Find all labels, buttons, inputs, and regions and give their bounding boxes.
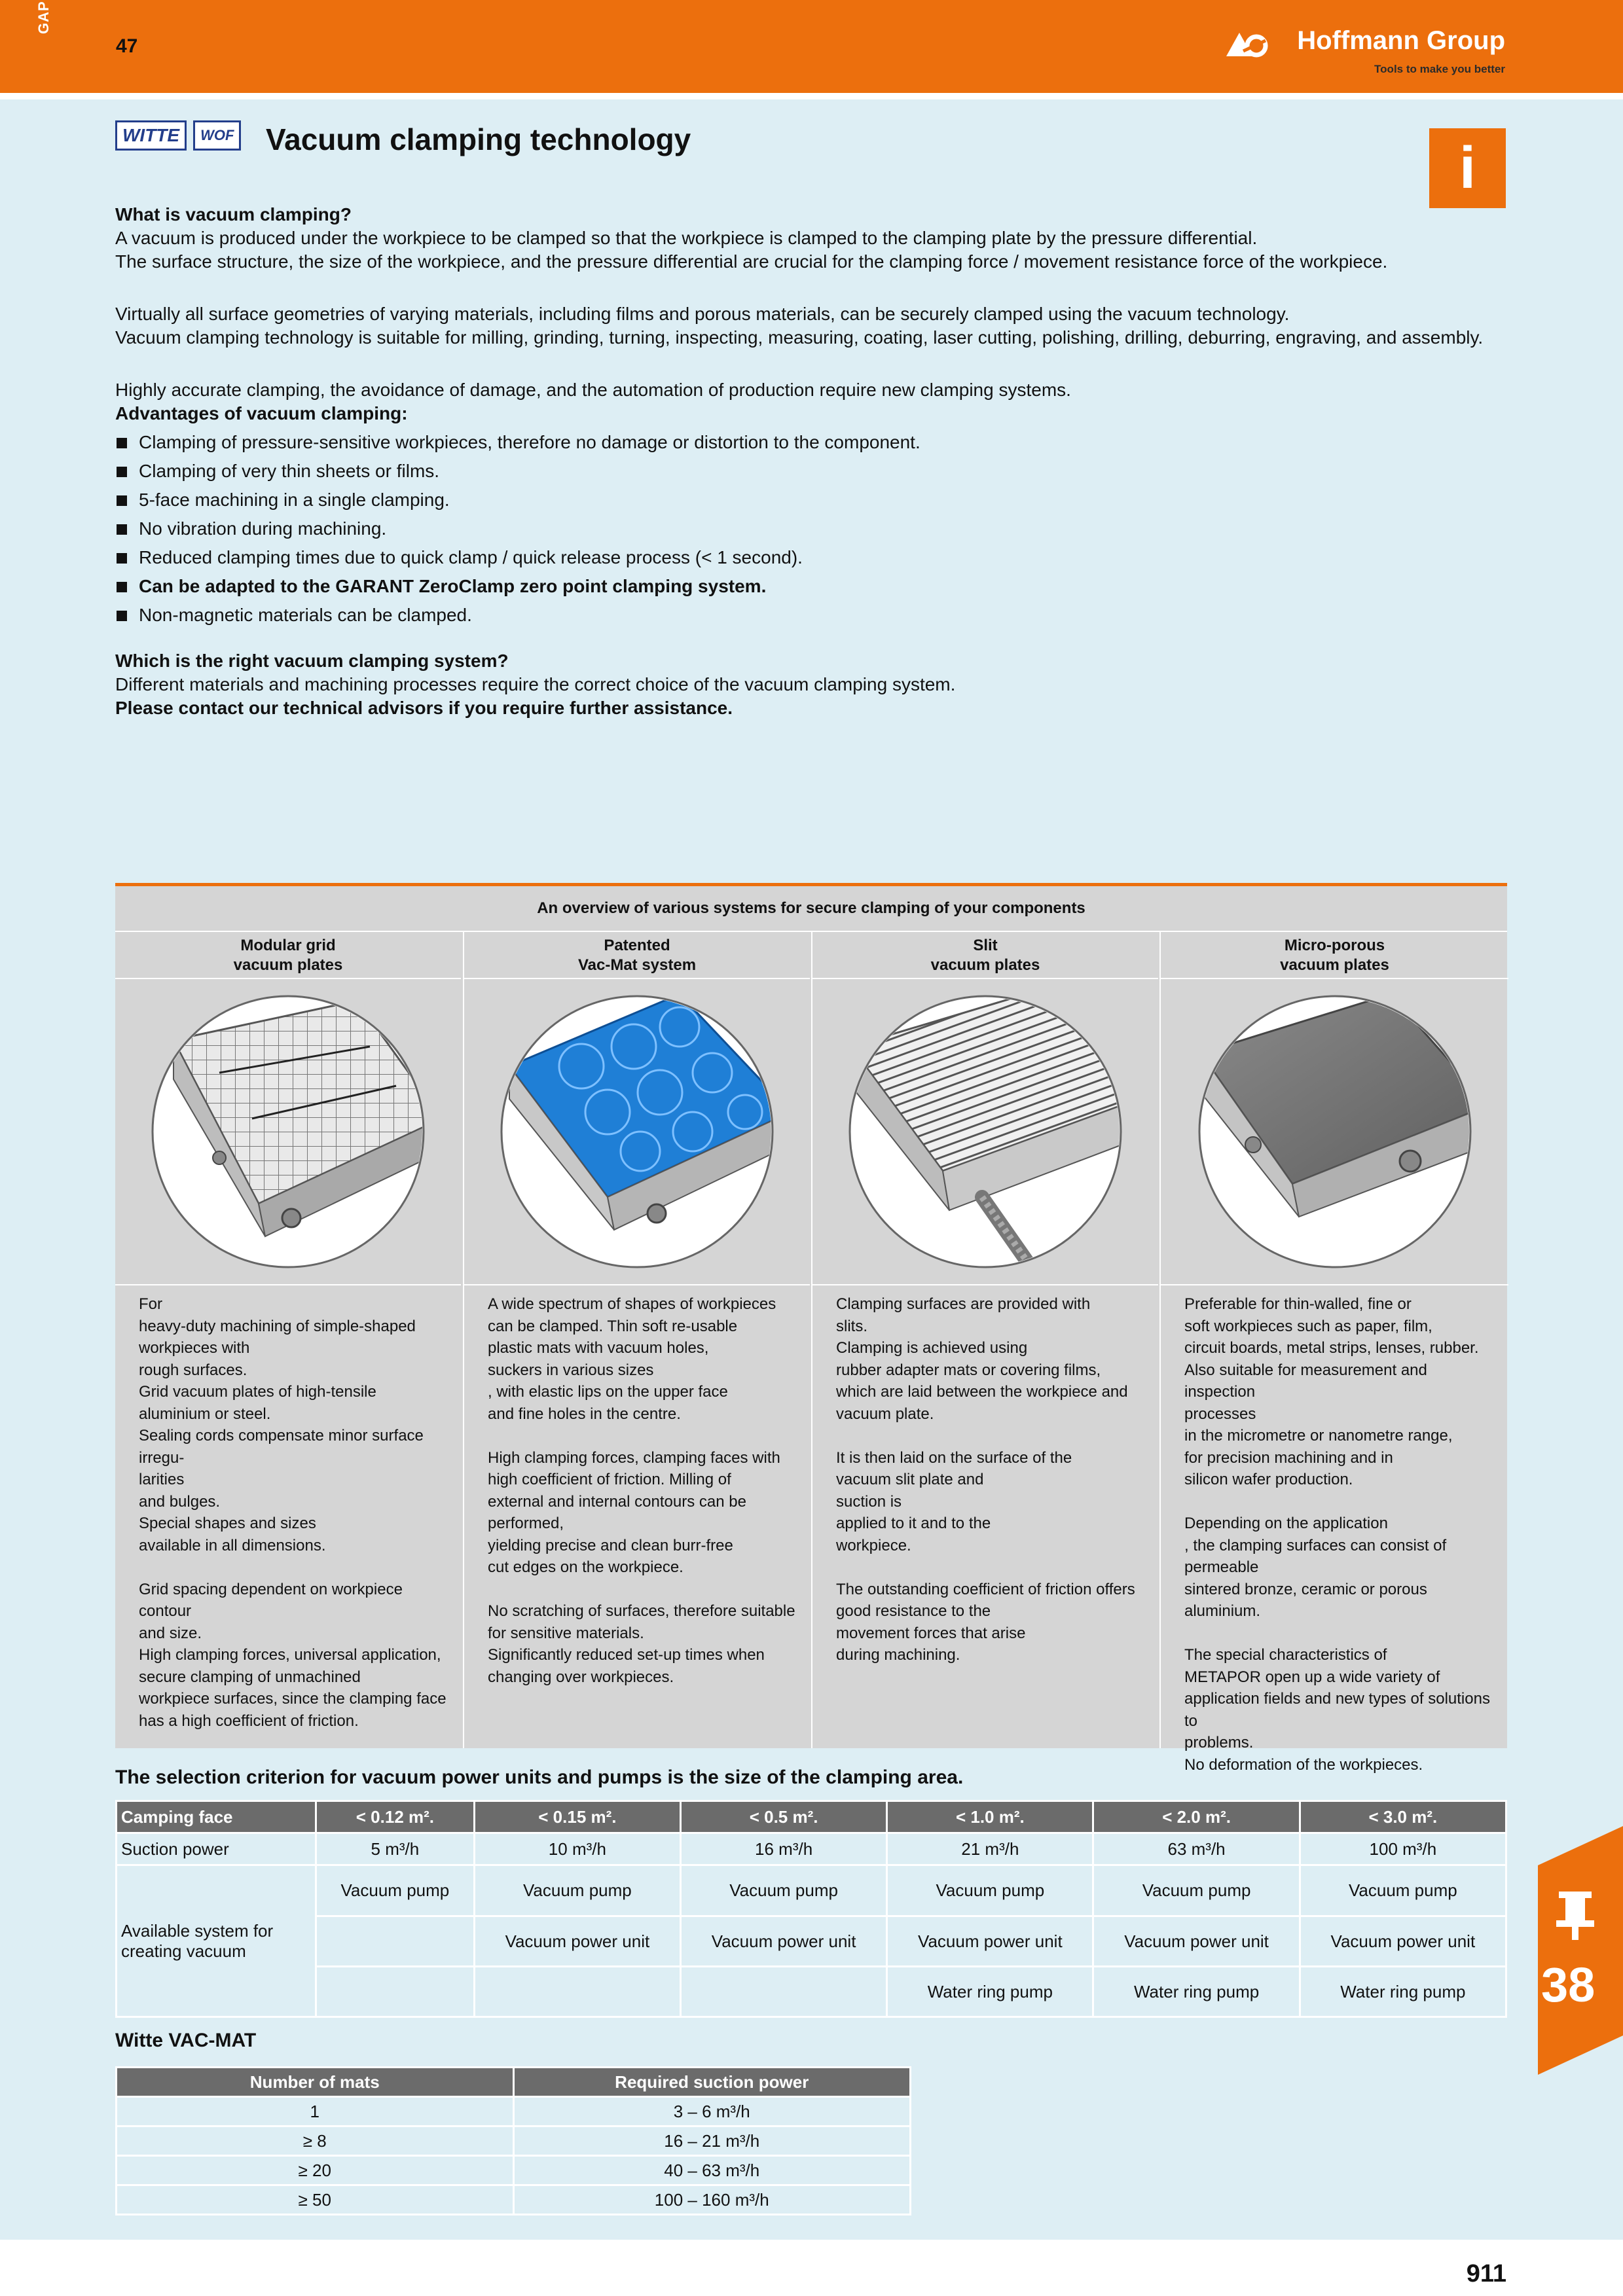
table-header: < 0.5 m². xyxy=(681,1801,887,1833)
table-cell xyxy=(316,1967,475,2017)
column-text: For heavy-duty machining of simple-shaped workpieces with rough surfaces. Grid vacuum plates of high-tensile aluminium or steel. Sealing cords compensate minor surface irregu- larities and bulges. Special shapes and sizes available in all dimensions. Grid spacing dependent on workpiece contour and size. High clamping forces, universal application, secure clamping of unmachined workpiece surfaces, since the clamping face has a high coefficient of friction. xyxy=(139,1295,447,1730)
heading-line: vacuum plates xyxy=(233,956,343,974)
table-header: < 3.0 m². xyxy=(1300,1801,1506,1833)
table-cell: Vacuum pump xyxy=(887,1865,1093,1916)
brand-tagline: Tools to make you better xyxy=(1374,63,1505,75)
table-row xyxy=(117,2068,911,2097)
table-header: Number of mats xyxy=(117,2068,514,2097)
table-row xyxy=(117,2185,911,2215)
table-cell: 63 m³/h xyxy=(1093,1833,1300,1865)
witte-logo: WITTE xyxy=(115,120,187,151)
question-heading: Which is the right vacuum clamping system? xyxy=(115,651,509,671)
table-cell: Vacuum pump xyxy=(316,1865,475,1916)
row-label: Suction power xyxy=(117,1833,316,1865)
table-header: Required suction power xyxy=(513,2068,911,2097)
table-cell: 16 m³/h xyxy=(681,1833,887,1865)
table-cell: ≥ 8 xyxy=(117,2126,514,2156)
table-cell: 100 – 160 m³/h xyxy=(513,2185,911,2215)
column-text: A wide spectrum of shapes of workpieces can be clamped. Thin soft re-usable plastic mats with vacuum holes, suckers in various sizes , with elastic lips on the upper face and fine holes in the centre. High clamping forces, clamping faces with high coefficient of friction. Milling of external and internal contours can be performed, yielding precise and clean burr-free cut edges on the workpiece. No scratching of surfaces, therefore suitable for sensitive materials. Significantly reduced set-up times when changing over workpieces. xyxy=(488,1295,795,1686)
table-cell: Vacuum power unit xyxy=(887,1916,1093,1967)
table-cell: ≥ 50 xyxy=(117,2185,514,2215)
list-item: Clamping of pressure-sensitive workpieces, therefore no damage or distortion to the component. xyxy=(115,431,1510,454)
list-item: Non-magnetic materials can be clamped. xyxy=(115,603,1510,627)
intro-section xyxy=(115,203,1510,720)
table-row xyxy=(117,1801,1506,1833)
side-code: GAP xyxy=(35,1,52,34)
chapter-number: 38 xyxy=(1541,1958,1596,2012)
microporous-plate-icon xyxy=(1181,988,1489,1276)
table-cell: Vacuum pump xyxy=(1300,1865,1506,1916)
table-row xyxy=(117,1833,1506,1865)
column-heading xyxy=(115,932,461,979)
table-header: < 0.12 m². xyxy=(316,1801,475,1833)
table-cell: Vacuum power unit xyxy=(474,1916,680,1967)
page-footer xyxy=(0,2240,1623,2296)
vacmat-table xyxy=(115,2066,911,2215)
heading-line: Vac-Mat system xyxy=(577,956,697,974)
table-row xyxy=(117,2156,911,2185)
table-cell: 1 xyxy=(117,2097,514,2126)
grid-plate-image xyxy=(115,979,461,1285)
row-label: Available system for creating vacuum xyxy=(117,1865,316,2017)
chapter-tab xyxy=(1538,1826,1623,2075)
column-heading xyxy=(1161,932,1508,979)
table-row xyxy=(117,2126,911,2156)
list-item: Reduced clamping times due to quick clamp / quick release process (< 1 second). xyxy=(115,546,1510,569)
page-title: Vacuum clamping technology xyxy=(266,122,691,156)
overview-column-microporous xyxy=(1159,932,1508,1774)
question-heading: What is vacuum clamping? xyxy=(115,204,352,224)
table-cell: 40 – 63 m³/h xyxy=(513,2156,911,2185)
wof-logo: WOF xyxy=(193,120,241,151)
paragraph: The surface structure, the size of the workpiece, and the pressure differential are crucial for the clamping force / movement resistance force of the workpiece. xyxy=(115,251,1388,272)
table-cell xyxy=(474,1967,680,2017)
heading-line: Modular grid xyxy=(240,937,336,954)
table-cell: Water ring pump xyxy=(1093,1967,1300,2017)
table-header: Camping face xyxy=(117,1801,316,1833)
info-badge: i xyxy=(1429,128,1506,208)
column-text: Preferable for thin-walled, fine or soft workpieces such as paper, film, circuit boards, metal strips, lenses, rubber. Also suitable for measurement and inspection processes in the micrometre or nanometre range, for precision machining and in silicon wafer production. Depending on the application , the clamping surfaces can consist of permeable sintered bronze, ceramic or porous aluminium. The special characteristics of METAPOR open up a wide variety of application fields and new types of solutions to problems. No deformation of the workpieces. xyxy=(1184,1295,1490,1774)
hoffmann-logo-icon xyxy=(1224,27,1276,60)
table-cell: 100 m³/h xyxy=(1300,1833,1506,1865)
vacmat-title: Witte VAC-MAT xyxy=(115,2030,257,2051)
vacmat-image xyxy=(464,979,810,1285)
list-item: 5-face machining in a single clamping. xyxy=(115,488,1510,512)
heading-line: Patented xyxy=(604,937,670,954)
table-cell xyxy=(681,1967,887,2017)
list-item: Clamping of very thin sheets or films. xyxy=(115,459,1510,483)
table-header: < 2.0 m². xyxy=(1093,1801,1300,1833)
column-text: Clamping surfaces are provided with slits. Clamping is achieved using rubber adapter mats or covering films, which are laid between the workpiece and vacuum plate. It is then laid on the surface of the vacuum slit plate and suction is applied to it and to the workpiece. The outstanding coefficient of friction offers good resistance to the movement forces that arise during machining. xyxy=(836,1295,1135,1664)
table-header: < 1.0 m². xyxy=(887,1801,1093,1833)
table-cell xyxy=(316,1916,475,1967)
slit-plate-icon xyxy=(831,988,1139,1276)
microporous-plate-image xyxy=(1161,979,1508,1285)
table-cell: Vacuum power unit xyxy=(1300,1916,1506,1967)
contact-note: Please contact our technical advisors if you require further assistance. xyxy=(115,698,733,718)
table-cell: Water ring pump xyxy=(1300,1967,1506,2017)
table-row xyxy=(117,2097,911,2126)
overview-column-slit xyxy=(811,932,1158,1748)
header-separator xyxy=(0,93,1623,99)
vacmat-icon xyxy=(483,988,791,1276)
column-heading xyxy=(812,932,1158,979)
advantages-heading: Advantages of vacuum clamping: xyxy=(115,403,408,423)
overview-caption: An overview of various systems for secure clamping of your components xyxy=(115,886,1507,932)
paragraph: A vacuum is produced under the workpiece to be clamped so that the workpiece is clamped to the clamping plate by the pressure differential. xyxy=(115,228,1258,248)
list-item: No vibration during machining. xyxy=(115,517,1510,541)
table-cell: Vacuum pump xyxy=(474,1865,680,1916)
advantages-list xyxy=(115,431,1510,627)
header-page-number: 47 xyxy=(116,35,138,57)
table-row xyxy=(117,1967,1506,2017)
footer-page-number: 911 xyxy=(1466,2260,1506,2287)
table-header: < 0.15 m². xyxy=(474,1801,680,1833)
page-header xyxy=(0,0,1623,93)
list-item: Can be adapted to the GARANT ZeroClamp zero point clamping system. xyxy=(115,575,1510,598)
paragraph: Highly accurate clamping, the avoidance of damage, and the automation of production require new clamping systems. xyxy=(115,380,1071,400)
paragraph: Vacuum clamping technology is suitable for milling, grinding, turning, inspecting, measuring, coating, laser cutting, polishing, drilling, deburring, engraving, and assembly. xyxy=(115,327,1484,348)
table-cell: Water ring pump xyxy=(887,1967,1093,2017)
table-row xyxy=(117,1865,1506,1916)
grid-plate-icon xyxy=(134,988,442,1276)
table-row xyxy=(117,1916,1506,1967)
table-cell: Vacuum power unit xyxy=(1093,1916,1300,1967)
table-cell: Vacuum pump xyxy=(1093,1865,1300,1916)
brand-name: Hoffmann Group xyxy=(1297,26,1505,55)
table-cell: Vacuum pump xyxy=(681,1865,887,1916)
selection-table xyxy=(115,1800,1507,2018)
table-cell: 3 – 6 m³/h xyxy=(513,2097,911,2126)
systems-overview-table xyxy=(115,883,1507,1774)
paragraph: Different materials and machining processes require the correct choice of the vacuum clamping system. xyxy=(115,674,956,694)
heading-line: Micro-porous xyxy=(1284,937,1385,954)
overview-column-vacmat xyxy=(463,932,810,1748)
heading-line: Slit xyxy=(973,937,998,954)
heading-line: vacuum plates xyxy=(1280,956,1389,974)
title-logos xyxy=(115,120,241,151)
table-cell: 10 m³/h xyxy=(474,1833,680,1865)
heading-line: vacuum plates xyxy=(930,956,1040,974)
paragraph: Virtually all surface geometries of varying materials, including films and porous materials, can be securely clamped using the vacuum technology. xyxy=(115,304,1290,324)
slit-plate-image xyxy=(812,979,1158,1285)
table-cell: 16 – 21 m³/h xyxy=(513,2126,911,2156)
selection-title: The selection criterion for vacuum power units and pumps is the size of the clamping area. xyxy=(115,1767,964,1788)
table-cell: Vacuum power unit xyxy=(681,1916,887,1967)
table-cell: ≥ 20 xyxy=(117,2156,514,2185)
column-heading xyxy=(464,932,810,979)
overview-column-grid xyxy=(115,932,461,1748)
table-cell: 21 m³/h xyxy=(887,1833,1093,1865)
table-cell: 5 m³/h xyxy=(316,1833,475,1865)
